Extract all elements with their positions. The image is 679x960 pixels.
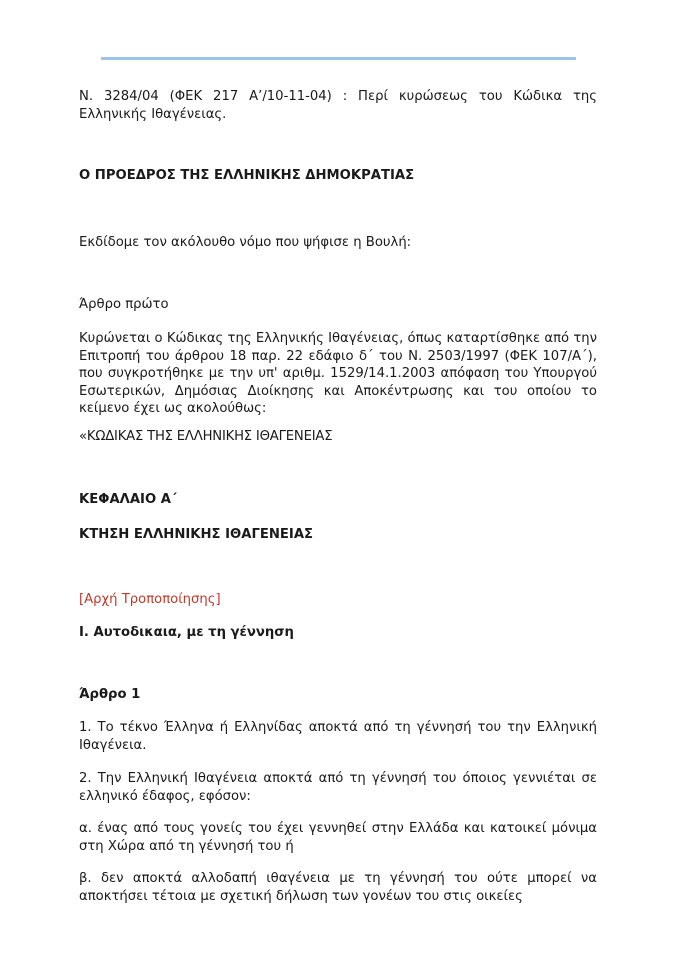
article-1-item-a: α. ένας από τους γονείς του έχει γεννηθεί στην Ελλάδα και κατοικεί μόνιμα στη Χώρα από τη γέννησή του ή xyxy=(79,821,597,854)
law-reference: Ν. 3284/04 (ΦΕΚ 217 Α’/10-11-04) : Περί κυρώσεως του Κώδικα της Ελληνικής Ιθαγένειας. xyxy=(79,89,597,122)
code-title: «ΚΩΔΙΚΑΣ ΤΗΣ ΕΛΛΗΝΙΚΗΣ ΙΘΑΓΕΝΕΙΑΣ xyxy=(79,429,333,444)
article-1-title: Άρθρο 1 xyxy=(79,687,141,702)
header-divider xyxy=(101,57,576,60)
president-heading: Ο ΠΡΟΕΔΡΟΣ ΤΗΣ ΕΛΛΗΝΙΚΗΣ ΔΗΜΟΚΡΑΤΙΑΣ xyxy=(79,168,415,183)
amendment-marker: [Αρχή Τροποποίησης] xyxy=(79,592,221,607)
section-title: Ι. Αυτοδικαια, με τη γέννηση xyxy=(79,625,294,640)
article-1-item-b: β. δεν αποκτά αλλοδαπή ιθαγένεια με τη γέννησή του ούτε μπορεί να αποκτήσει τέτοια με σχετική δήλωση των γονέων του στις οικείες xyxy=(79,871,597,904)
chapter-label: ΚΕΦΑΛΑΙΟ Α΄ xyxy=(79,492,177,507)
article-first-title: Άρθρο πρώτο xyxy=(79,297,169,312)
chapter-title: ΚΤΗΣΗ ΕΛΛΗΝΙΚΗΣ ΙΘΑΓΕΝΕΙΑΣ xyxy=(79,527,314,542)
promulgation-text: Εκδίδομε τον ακόλουθο νόμο που ψήφισε η Βουλή: xyxy=(79,235,412,250)
article-1-paragraph-2: 2. Την Ελληνική Ιθαγένεια αποκτά από τη γέννησή του όποιος γεννιέται σε ελληνικό έδαφος, εφόσον: xyxy=(79,771,597,804)
article-1-paragraph-1: 1. Το τέκνο Έλληνα ή Ελληνίδας αποκτά από τη γέννησή του την Ελληνική Ιθαγένεια. xyxy=(79,720,597,753)
article-first-body: Κυρώνεται ο Κώδικας της Ελληνικής Ιθαγένειας, όπως καταρτίσθηκε από την Επιτροπή του άρθρου 18 παρ. 22 εδάφιο δ΄ του Ν. 2503/1997 (ΦΕΚ 107/Α΄), που συγκροτήθηκε με την υπ' αριθμ. 1529/14.1.2003 απόφαση του Υπουργού Εσωτερικών, Δημόσιας Διοίκησης και Αποκέντρωσης και του οποίου το κείμενο έχει ως ακολούθως: xyxy=(79,331,597,416)
